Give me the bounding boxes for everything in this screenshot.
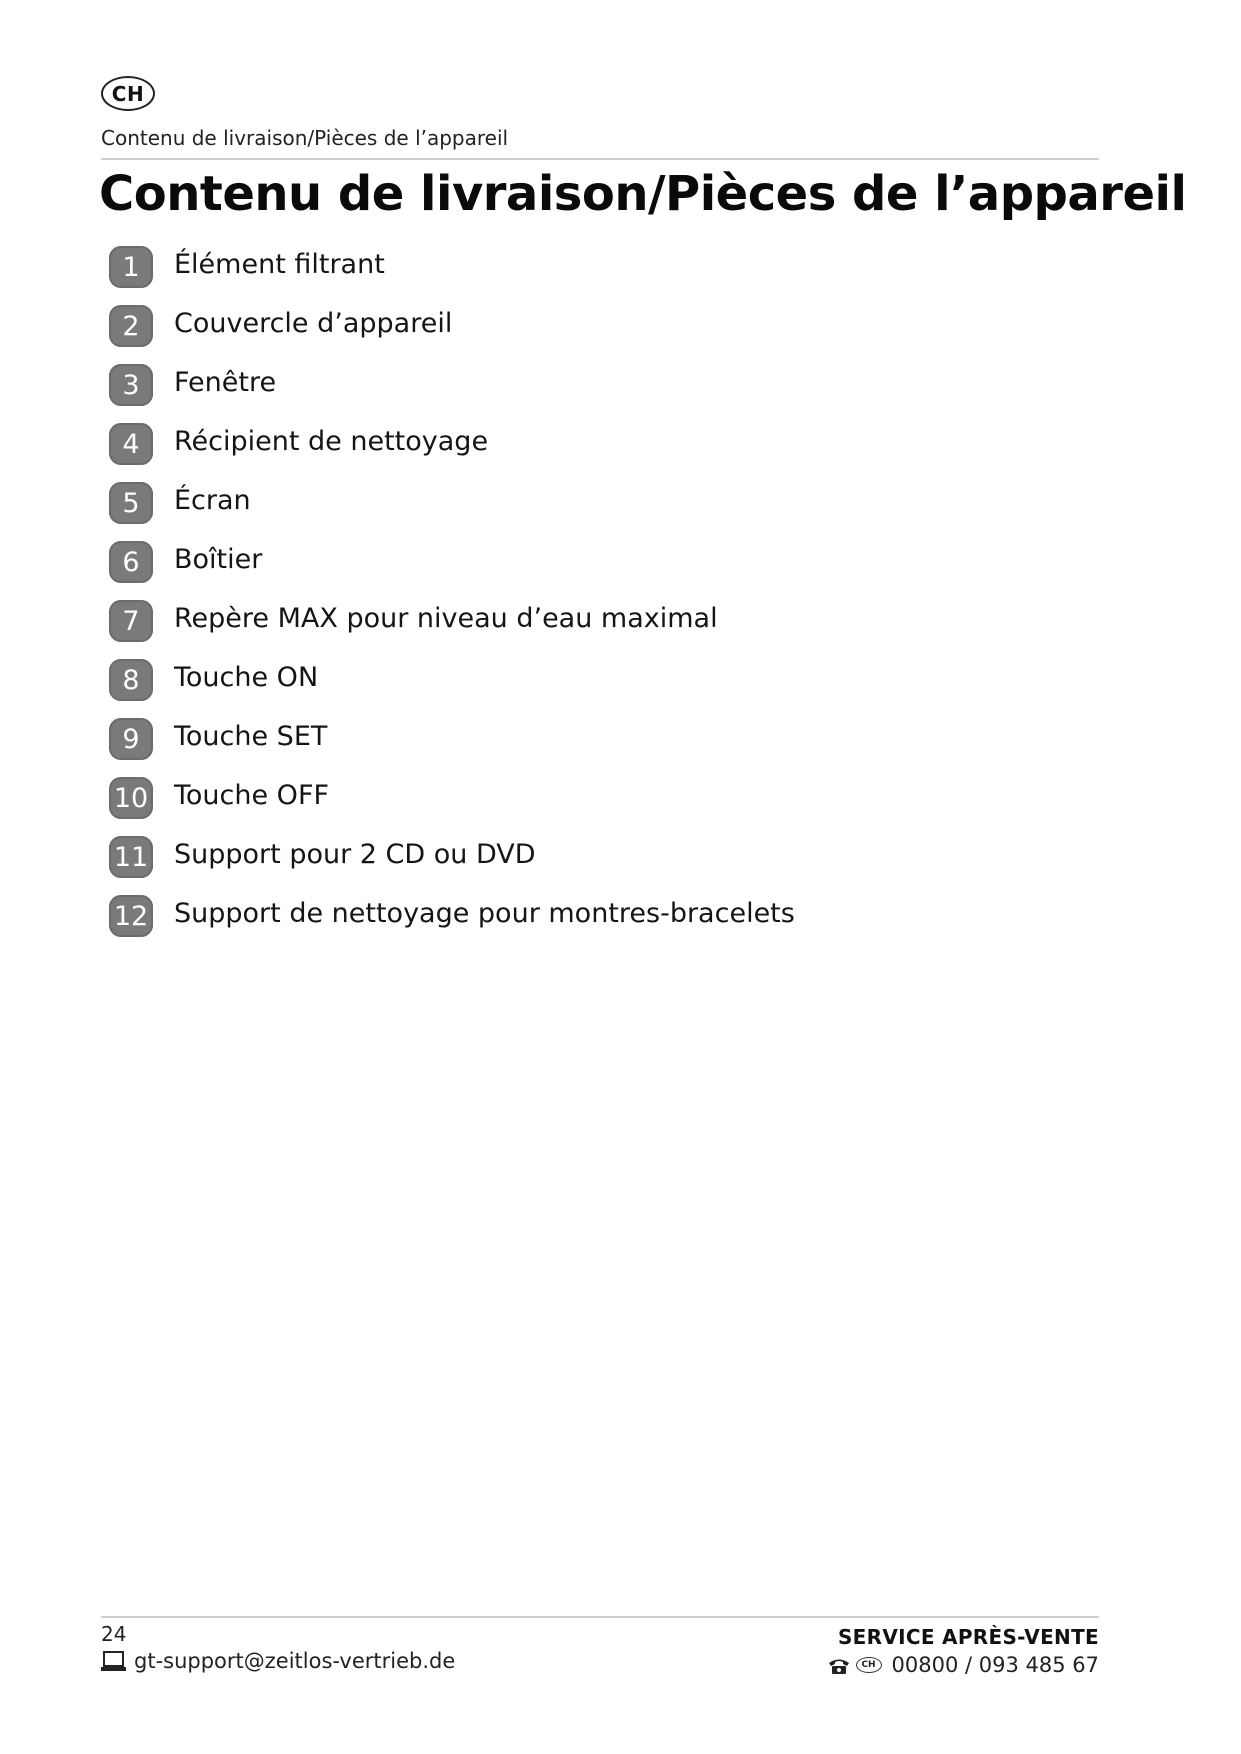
part-number-badge: 5 xyxy=(109,482,153,524)
running-header: Contenu de livraison/Pièces de l’appareil xyxy=(101,126,509,150)
part-number-badge: 4 xyxy=(109,423,153,465)
page-title: Contenu de livraison/Pièces de l’appareil xyxy=(99,166,1187,222)
phone-icon xyxy=(828,1656,850,1674)
part-label: Repère MAX pour niveau d’eau maximal xyxy=(174,603,718,634)
laptop-icon xyxy=(101,1649,126,1673)
part-number-badge: 9 xyxy=(109,718,153,760)
part-label: Boîtier xyxy=(174,544,263,575)
part-label: Support pour 2 CD ou DVD xyxy=(174,839,536,870)
page-number: 24 xyxy=(101,1622,127,1646)
part-number-badge: 6 xyxy=(109,541,153,583)
part-label: Fenêtre xyxy=(174,367,277,398)
support-email[interactable] xyxy=(101,1649,455,1673)
phone-number[interactable]: 00800 / 093 485 67 xyxy=(891,1653,1099,1677)
part-number-badge: 3 xyxy=(109,364,153,406)
part-number-badge: 1 xyxy=(109,246,153,288)
header-divider xyxy=(101,158,1099,160)
part-number-badge: 8 xyxy=(109,659,153,701)
part-label: Touche OFF xyxy=(174,780,329,811)
part-label: Couvercle d’appareil xyxy=(174,308,453,339)
service-block xyxy=(828,1625,1099,1677)
part-label: Support de nettoyage pour montres-bracelets xyxy=(174,898,795,929)
country-mini-badge: CH xyxy=(856,1657,882,1673)
part-label: Écran xyxy=(174,485,251,516)
part-number-badge: 12 xyxy=(109,895,153,937)
part-label: Touche ON xyxy=(174,662,319,693)
service-phone xyxy=(828,1653,1099,1677)
part-label: Touche SET xyxy=(174,721,328,752)
service-title: SERVICE APRÈS-VENTE xyxy=(837,1625,1099,1649)
footer-divider xyxy=(101,1616,1099,1618)
part-number-badge: 10 xyxy=(109,777,153,819)
part-number-badge: 2 xyxy=(109,305,153,347)
part-number-badge: 11 xyxy=(109,836,153,878)
part-number-badge: 7 xyxy=(109,600,153,642)
part-label: Récipient de nettoyage xyxy=(174,426,489,457)
email-text[interactable]: gt-support@zeitlos-vertrieb.de xyxy=(134,1649,456,1673)
part-label: Élément filtrant xyxy=(174,249,385,280)
country-badge: CH xyxy=(101,76,155,111)
